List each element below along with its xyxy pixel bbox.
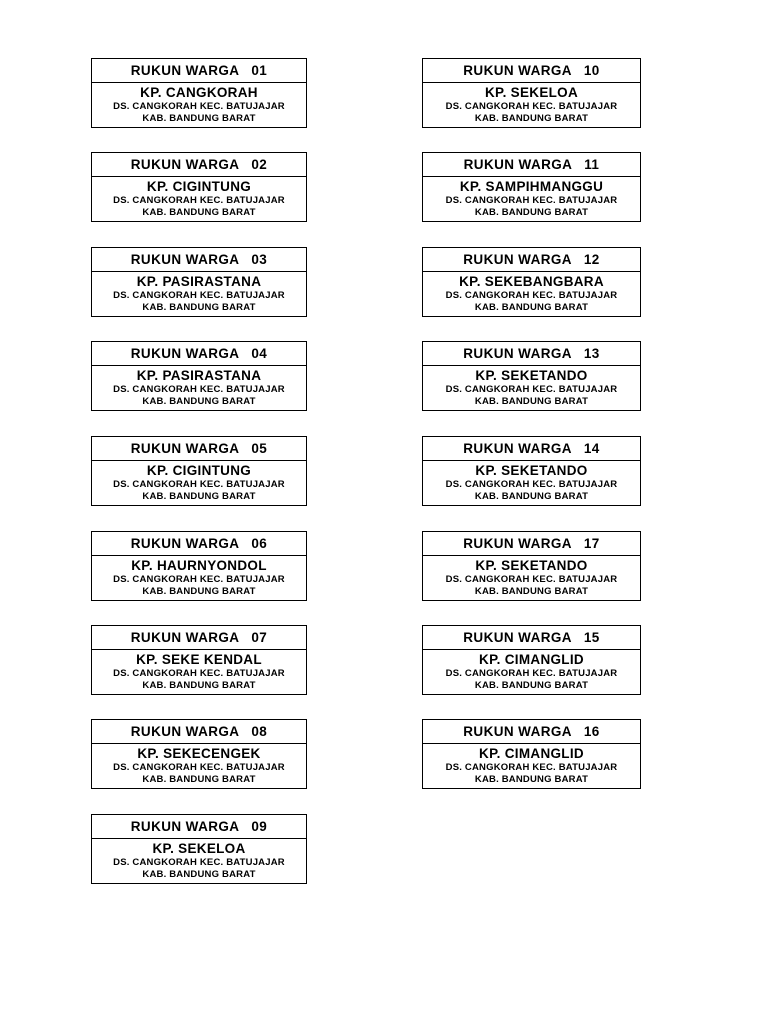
kampung-name: KP. SEKE KENDAL bbox=[136, 652, 262, 667]
kampung-name: KP. SEKECENGEK bbox=[137, 746, 261, 761]
desa-kecamatan: DS. CANGKORAH KEC. BATUJAJAR bbox=[445, 384, 618, 395]
rw-number: RUKUN WARGA 01 bbox=[92, 59, 306, 83]
rw-number: RUKUN WARGA 05 bbox=[92, 437, 306, 461]
kabupaten: KAB. BANDUNG BARAT bbox=[142, 774, 256, 785]
rw-number: RUKUN WARGA 03 bbox=[92, 248, 306, 272]
label-card-rw-04 bbox=[91, 341, 307, 411]
kabupaten: KAB. BANDUNG BARAT bbox=[474, 491, 589, 502]
kampung-name: KP. SEKELOA bbox=[484, 85, 579, 100]
rw-number: RUKUN WARGA 02 bbox=[92, 153, 306, 177]
kabupaten: KAB. BANDUNG BARAT bbox=[474, 113, 589, 124]
desa-kecamatan: DS. CANGKORAH KEC. BATUJAJAR bbox=[113, 857, 285, 868]
desa-kecamatan: DS. CANGKORAH KEC. BATUJAJAR bbox=[113, 101, 285, 112]
kabupaten: KAB. BANDUNG BARAT bbox=[142, 491, 256, 502]
kampung-name: KP. SEKEBANGBARA bbox=[459, 274, 604, 289]
rw-number: RUKUN WARGA 14 bbox=[423, 437, 640, 461]
label-card-rw-15 bbox=[422, 625, 641, 695]
rw-number: RUKUN WARGA 17 bbox=[423, 532, 640, 556]
label-card-rw-17 bbox=[422, 531, 641, 601]
label-card-rw-05 bbox=[91, 436, 307, 506]
kampung-name: KP. PASIRASTANA bbox=[136, 274, 262, 289]
kabupaten: KAB. BANDUNG BARAT bbox=[142, 586, 256, 597]
label-card-rw-07 bbox=[91, 625, 307, 695]
desa-kecamatan: DS. CANGKORAH KEC. BATUJAJAR bbox=[113, 762, 285, 773]
desa-kecamatan: DS. CANGKORAH KEC. BATUJAJAR bbox=[113, 574, 285, 585]
desa-kecamatan: DS. CANGKORAH KEC. BATUJAJAR bbox=[445, 195, 618, 206]
label-card-rw-10 bbox=[422, 58, 641, 128]
rw-number: RUKUN WARGA 12 bbox=[423, 248, 640, 272]
kampung-name: KP. SAMPIHMANGGU bbox=[459, 179, 604, 194]
rw-number: RUKUN WARGA 06 bbox=[92, 532, 306, 556]
rw-number: RUKUN WARGA 15 bbox=[423, 626, 640, 650]
label-card-rw-16 bbox=[422, 719, 641, 789]
desa-kecamatan: DS. CANGKORAH KEC. BATUJAJAR bbox=[113, 290, 285, 301]
desa-kecamatan: DS. CANGKORAH KEC. BATUJAJAR bbox=[445, 101, 618, 112]
kampung-name: KP. SEKETANDO bbox=[475, 463, 588, 478]
label-card-rw-13 bbox=[422, 341, 641, 411]
desa-kecamatan: DS. CANGKORAH KEC. BATUJAJAR bbox=[445, 762, 618, 773]
desa-kecamatan: DS. CANGKORAH KEC. BATUJAJAR bbox=[113, 195, 285, 206]
desa-kecamatan: DS. CANGKORAH KEC. BATUJAJAR bbox=[113, 668, 285, 679]
rw-number: RUKUN WARGA 09 bbox=[92, 815, 306, 839]
kampung-name: KP. SEKELOA bbox=[152, 841, 246, 856]
kabupaten: KAB. BANDUNG BARAT bbox=[142, 869, 256, 880]
kabupaten: KAB. BANDUNG BARAT bbox=[142, 207, 256, 218]
kabupaten: KAB. BANDUNG BARAT bbox=[474, 586, 589, 597]
rw-number: RUKUN WARGA 11 bbox=[423, 153, 640, 177]
kabupaten: KAB. BANDUNG BARAT bbox=[474, 302, 589, 313]
kampung-name: KP. SEKETANDO bbox=[475, 558, 588, 573]
desa-kecamatan: DS. CANGKORAH KEC. BATUJAJAR bbox=[445, 574, 618, 585]
rw-number: RUKUN WARGA 08 bbox=[92, 720, 306, 744]
desa-kecamatan: DS. CANGKORAH KEC. BATUJAJAR bbox=[445, 290, 618, 301]
rw-number: RUKUN WARGA 07 bbox=[92, 626, 306, 650]
kampung-name: KP. PASIRASTANA bbox=[136, 368, 262, 383]
kabupaten: KAB. BANDUNG BARAT bbox=[142, 396, 256, 407]
kampung-name: KP. CIMANGLID bbox=[479, 746, 584, 761]
desa-kecamatan: DS. CANGKORAH KEC. BATUJAJAR bbox=[113, 384, 285, 395]
kabupaten: KAB. BANDUNG BARAT bbox=[142, 680, 256, 691]
rw-number: RUKUN WARGA 10 bbox=[423, 59, 640, 83]
kabupaten: KAB. BANDUNG BARAT bbox=[474, 207, 589, 218]
rw-number: RUKUN WARGA 16 bbox=[423, 720, 640, 744]
kabupaten: KAB. BANDUNG BARAT bbox=[142, 302, 256, 313]
label-card-rw-12 bbox=[422, 247, 641, 317]
desa-kecamatan: DS. CANGKORAH KEC. BATUJAJAR bbox=[445, 479, 618, 490]
label-card-rw-08 bbox=[91, 719, 307, 789]
kabupaten: KAB. BANDUNG BARAT bbox=[474, 396, 589, 407]
rw-number: RUKUN WARGA 13 bbox=[423, 342, 640, 366]
kabupaten: KAB. BANDUNG BARAT bbox=[142, 113, 256, 124]
label-card-rw-03 bbox=[91, 247, 307, 317]
kampung-name: KP. CANGKORAH bbox=[140, 85, 258, 100]
kampung-name: KP. CIGINTUNG bbox=[146, 179, 252, 194]
desa-kecamatan: DS. CANGKORAH KEC. BATUJAJAR bbox=[445, 668, 618, 679]
label-card-rw-14 bbox=[422, 436, 641, 506]
kampung-name: KP. CIMANGLID bbox=[479, 652, 584, 667]
label-card-rw-02 bbox=[91, 152, 307, 222]
kampung-name: KP. HAURNYONDOL bbox=[131, 558, 267, 573]
label-card-rw-01 bbox=[91, 58, 307, 128]
kabupaten: KAB. BANDUNG BARAT bbox=[474, 774, 589, 785]
kampung-name: KP. SEKETANDO bbox=[475, 368, 588, 383]
label-card-rw-09 bbox=[91, 814, 307, 884]
rw-number: RUKUN WARGA 04 bbox=[92, 342, 306, 366]
label-card-rw-11 bbox=[422, 152, 641, 222]
desa-kecamatan: DS. CANGKORAH KEC. BATUJAJAR bbox=[113, 479, 285, 490]
kampung-name: KP. CIGINTUNG bbox=[146, 463, 252, 478]
kabupaten: KAB. BANDUNG BARAT bbox=[474, 680, 589, 691]
label-card-rw-06 bbox=[91, 531, 307, 601]
